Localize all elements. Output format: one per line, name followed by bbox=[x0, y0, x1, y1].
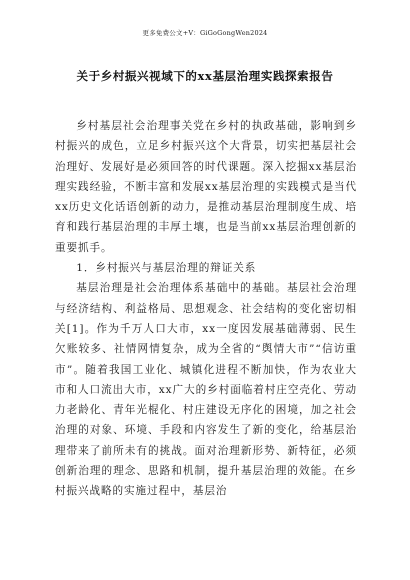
section-paragraph: 基层治理是社会治理体系基础中的基础。基层社会治理与经济结构、利益格局、思想观念、社会结构的变化密切相关[1]。作为千万人口大市，xx一度因发展基础薄弱、民生欠账较多、社情网情复杂，成为全省的“舆情大市”“信访重市”。随着我国工业化、城镇化进程不断加快，作为农业大市和人口流出大市，xx广大的乡村面临着村庄空壳化、劳动力老龄化、青年光棍化、村庄建设无序化的困境，加之社会治理的对象、环境、手段和内容发生了新的变化，给基层治理带来了前所未有的挑战。面对治理新形势、新特征，必须创新治理的理念、思路和机制，提升基层治理的效能。在乡村振兴战略的实施过程中，基层治 bbox=[55, 282, 357, 498]
document-body bbox=[55, 116, 357, 502]
section-heading: 1．乡村振兴与基层治理的辩证关系 bbox=[76, 262, 257, 275]
header-note: 更多免费公文+V：GiGoGongWen2024 bbox=[142, 29, 268, 37]
intro-paragraph: 乡村基层社会治理事关党在乡村的执政基础，影响到乡村振兴的成色，立足乡村振兴这个大背景，切实把基层社会治理好、发展好是必须回答的时代课题。深入挖掘xx基层治理实践经验，不断丰富和发展xx基层治理的实践模式是当代xx历史文化话语创新的动力，是推动基层治理制度生成、培育和践行基层治理的丰厚土壤，也是当前xx基层治理创新的重要抓手。 bbox=[55, 120, 357, 254]
document-title: 关于乡村振兴视域下的xx基层治理实践探索报告 bbox=[76, 69, 334, 83]
